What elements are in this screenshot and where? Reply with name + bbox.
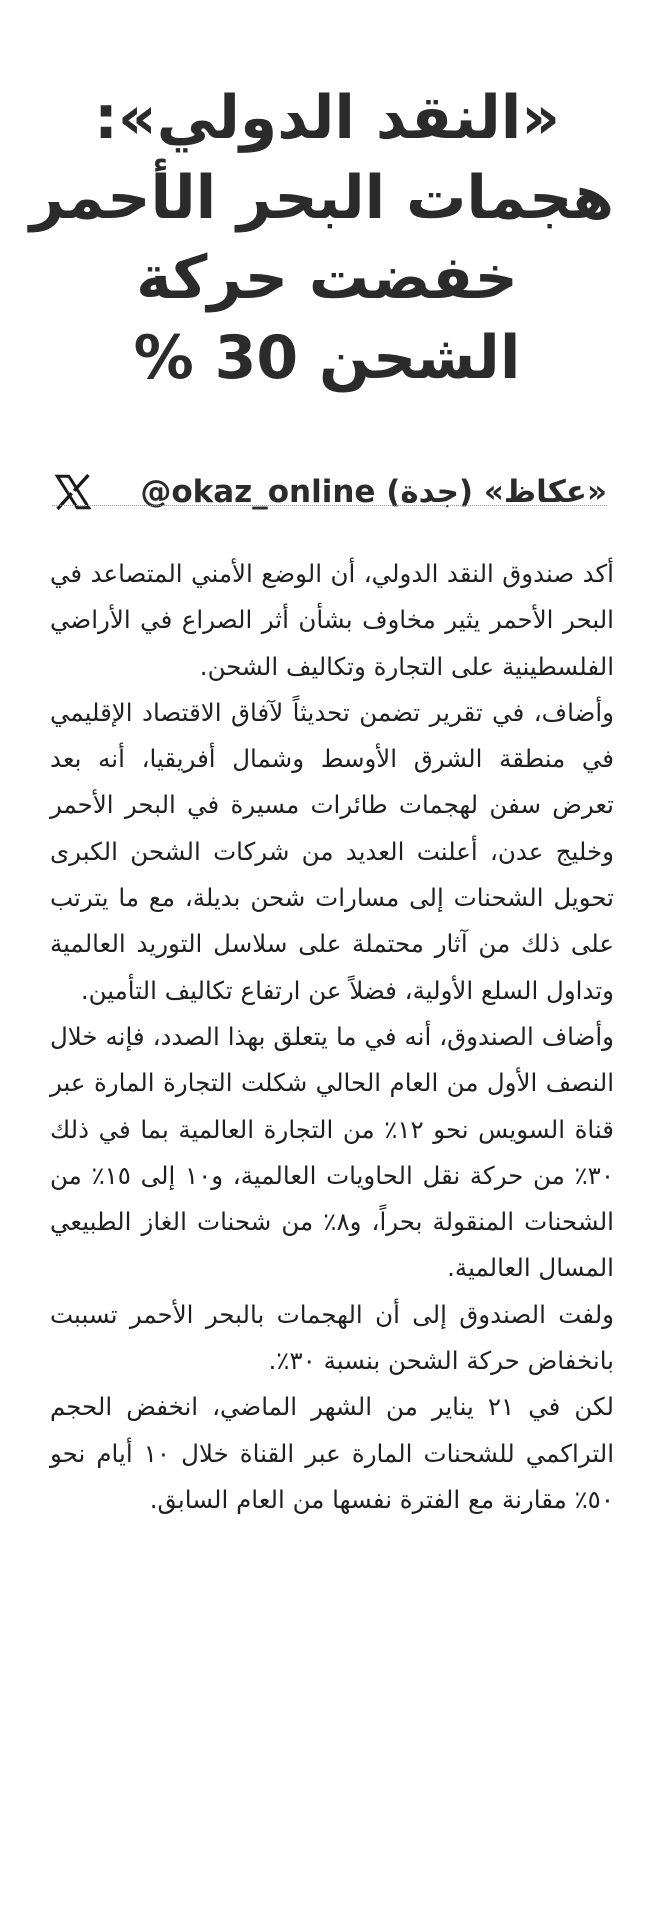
- byline: [52, 470, 607, 514]
- paragraph-5: لكن في ٢١ يناير من الشهر الماضي، انخفض الحجم التراكمي للشحنات المارة عبر القناة خلال ١٠ أيام نحو ٥٠٪ مقارنة مع الفترة نفسها من العام السابق.: [50, 1392, 614, 1514]
- paragraph-4: ولفت الصندوق إلى أن الهجمات بالبحر الأحمر تسببت بانخفاض حركة الشحن بنسبة ٣٠٪.: [50, 1299, 614, 1376]
- headline-line-2: هجمات البحر الأحمر: [29, 163, 614, 233]
- headline-line-4: الشحن 30 %: [133, 323, 521, 393]
- headline-line-3: خفضت حركة: [136, 243, 518, 313]
- byline-handle: @okaz_online: [140, 474, 376, 510]
- headline: [29, 78, 614, 398]
- x-logo-icon: [52, 471, 94, 513]
- article-body: [50, 551, 614, 1523]
- headline-line-1: «النقد الدولي»:: [93, 83, 561, 153]
- paragraph-2: وأضاف، في تقرير تضمن تحديثاً لآفاق الاقتصاد الإقليمي في منطقة الشرق الأوسط وشمال أفريقيا، أنه بعد تعرض سفن لهجمات طائرات مسيرة في البحر الأحمر وخليج عدن، أعلنت العديد من شركات الشحن الكبرى تحويل الشحنات إلى مسارات شحن بديلة، مع ما يترتب على ذلك من آثار محتملة على سلاسل التوريد العالمية وتداول السلع الأولية، فضلاً عن ارتفاع تكاليف التأمين.: [50, 697, 614, 1005]
- byline-divider: [52, 505, 607, 506]
- byline-source: «عكاظ» (جدة): [386, 474, 607, 510]
- paragraph-1: أكد صندوق النقد الدولي، أن الوضع الأمني المتصاعد في البحر الأحمر يثير مخاوف بشأن أثر الصراع في الأراضي الفلسطينية على التجارة وتكاليف الشحن.: [50, 559, 614, 681]
- paragraph-3: وأضاف الصندوق، أنه في ما يتعلق بهذا الصدد، فإنه خلال النصف الأول من العام الحالي شكلت التجارة المارة عبر قناة السويس نحو ١٢٪ من التجارة العالمية بما في ذلك ٣٠٪ من حركة نقل الحاويات العالمية، و١٠ إلى ١٥٪ من الشحنات المنقولة بحراً، و٨٪ من شحنات الغاز الطبيعي المسال العالمية.: [50, 1021, 614, 1283]
